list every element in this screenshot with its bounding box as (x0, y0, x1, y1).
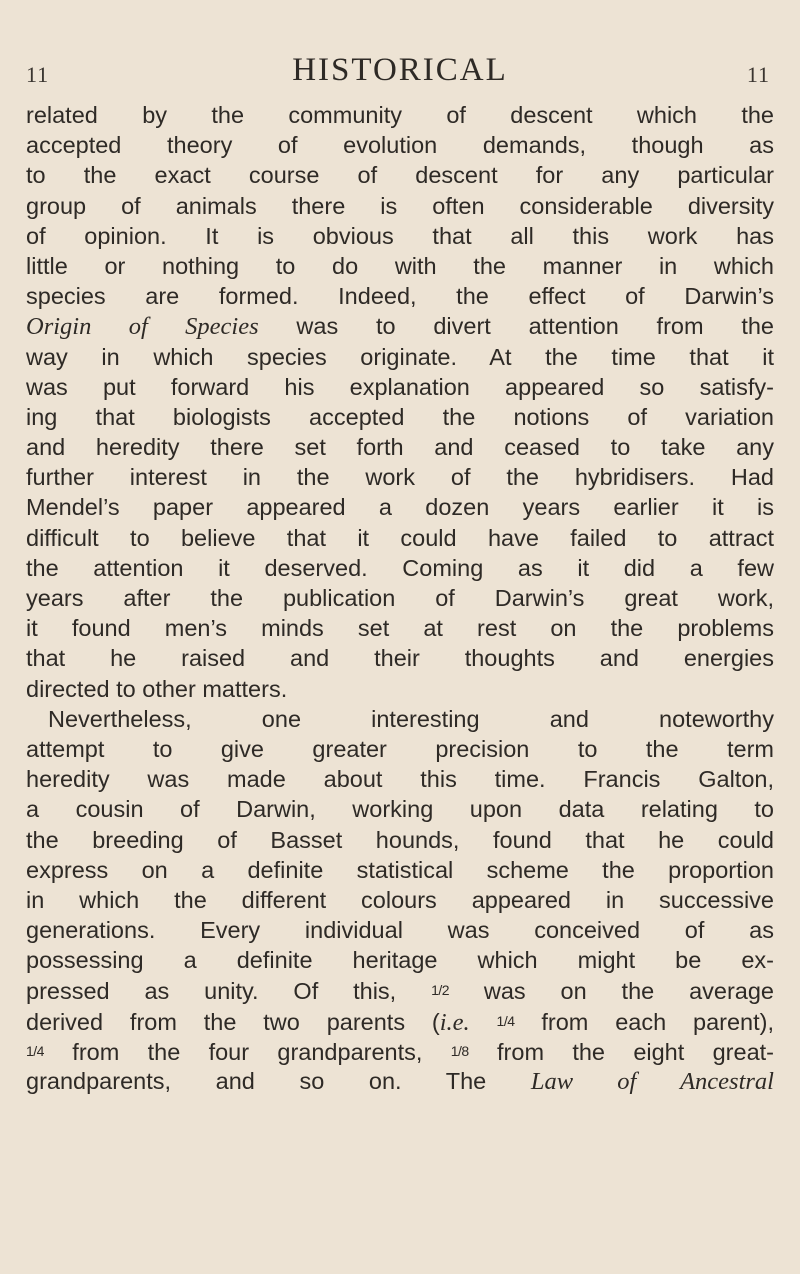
fraction-quarter: 1/4 (26, 1042, 44, 1059)
text-line: Nevertheless, one interesting and noteworthy (48, 705, 774, 732)
text-line: was put forward his explanation appeared so satisfy- (26, 373, 774, 400)
page-title: HISTORICAL (292, 52, 508, 88)
text-line: little or nothing to do with the manner in which (26, 252, 774, 279)
text-line: difficult to believe that it could have failed to attract (26, 524, 774, 551)
text-line: accepted theory of evolution demands, though as (26, 132, 774, 159)
text-line: Origin of Species was to divert attention from the (26, 313, 774, 341)
page-number-left: 11 (26, 62, 50, 87)
text-line: a cousin of Darwin, working upon data relating to (26, 796, 774, 823)
text-line: that he raised and their thoughts and energies (26, 645, 774, 672)
italic-book-title: Origin of Species (26, 313, 259, 341)
text-line: grandparents, and so on. The Law of Ancestral (26, 1068, 774, 1095)
text-line: the breeding of Basset hounds, found that he could (26, 826, 774, 853)
text-line: further interest in the work of the hybridisers. Had (26, 464, 774, 491)
text-line: attempt to give greater precision to the term (26, 735, 774, 762)
text-line: group of animals there is often considerable diversity (26, 192, 774, 219)
text-line: to the exact course of descent for any particular (26, 162, 774, 189)
body-text (26, 100, 774, 1096)
text-line: the attention it deserved. Coming as it did a few (26, 554, 774, 581)
text-line: and heredity there set forth and ceased to take any (26, 434, 774, 461)
text-line: heredity was made about this time. Francis Galton, (26, 766, 774, 793)
text-line: it found men’s minds set at rest on the problems (26, 615, 774, 642)
text-line: generations. Every individual was conceived of as (26, 917, 774, 944)
text-line: ing that biologists accepted the notions of variation (26, 403, 774, 430)
fraction-eighth: 1/8 (450, 1042, 469, 1059)
fraction-half: 1/2 (431, 982, 450, 999)
text-line: Mendel’s paper appeared a dozen years earlier it is (26, 494, 774, 521)
text-line: of opinion. It is obvious that all this work has (26, 222, 774, 249)
italic-law-title: Law of Ancestral (530, 1068, 774, 1095)
text-line: derived from the two parents (i.e. 1/4 from each parent), (26, 1008, 774, 1036)
text-line: related by the community of descent which the (26, 102, 774, 128)
text-line: in which the different colours appeared in successive (26, 886, 774, 913)
text-line: way in which species originate. At the time that it (26, 343, 774, 370)
text-line: express on a definite statistical scheme the proportion (26, 856, 774, 883)
text-line: 1/4 from the four grandparents, 1/8 from the eight great- (26, 1038, 774, 1065)
text-line: directed to other matters. (26, 675, 288, 702)
text-line: pressed as unity. Of this, 1/2 was on the average (26, 978, 774, 1005)
text-line: possessing a definite heritage which might be ex- (26, 947, 774, 974)
fraction-quarter: 1/4 (496, 1012, 515, 1029)
running-header (26, 52, 774, 92)
text-line: years after the publication of Darwin’s great work, (26, 585, 774, 611)
page-number-right: 11 (746, 62, 770, 87)
italic-ie: i.e. (439, 1008, 470, 1036)
text-line: species are formed. Indeed, the effect of Darwin’s (26, 283, 774, 310)
